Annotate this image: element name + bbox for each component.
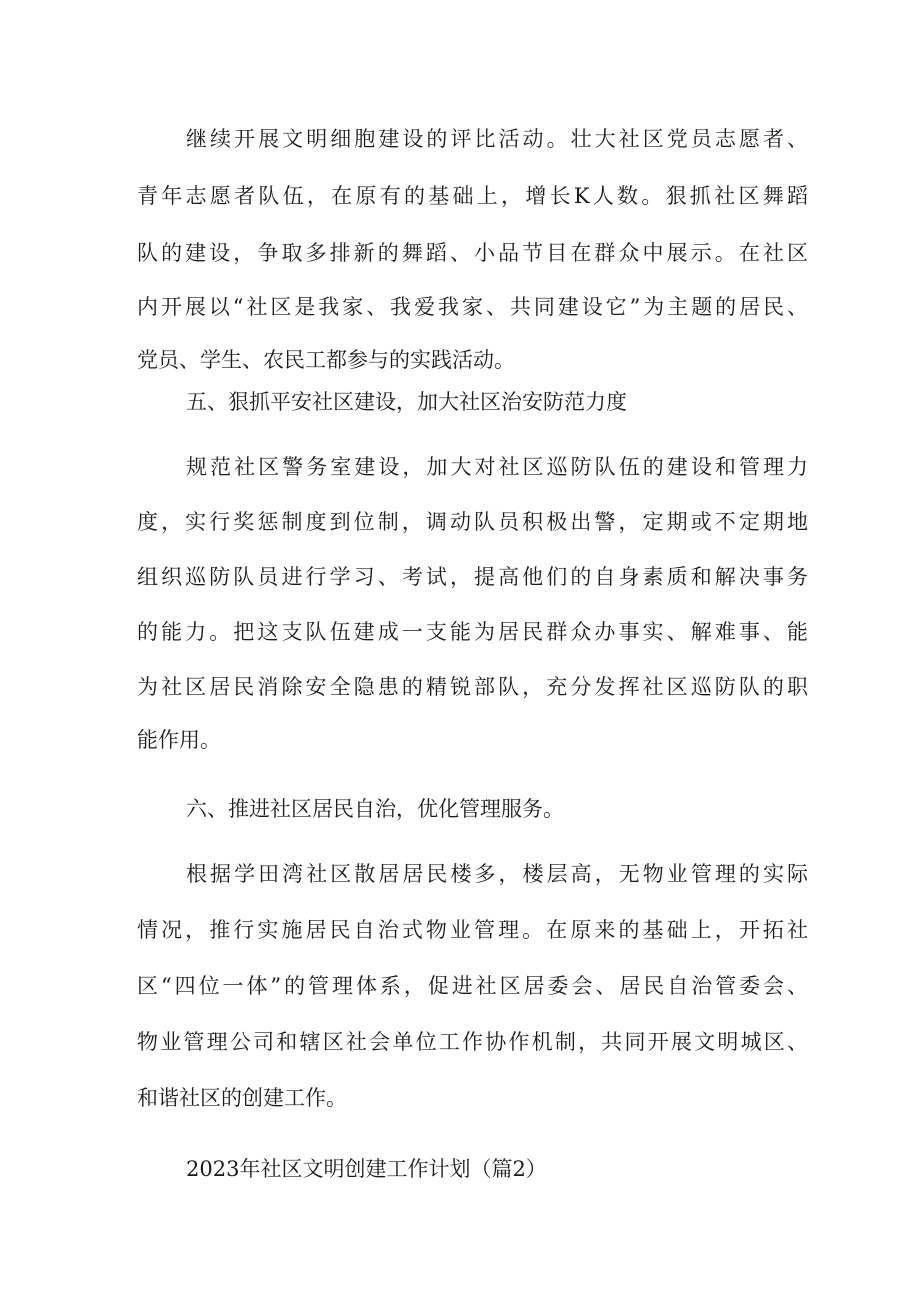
paragraph-3-line-1: 根据学田湾社区散居居民楼多，楼层高，无物业管理的实际 [186, 862, 808, 886]
paragraph-1-line-2: 青年志愿者队伍，在原有的基础上，增长K人数。狠抓社区舞蹈 [137, 184, 808, 208]
paragraph-1-line-3: 队的建设，争取多排新的舞蹈、小品节目在群众中展示。在社区 [137, 241, 808, 265]
next-section-title: 2023年社区文明创建工作计划（篇2） [186, 1157, 547, 1181]
paragraph-1-line-5: 党员、学生、农民工都参与的实践活动。 [137, 348, 515, 372]
paragraph-3-line-3: 区“四位一体”的管理体系，促进社区居委会、居民自治管委会、 [137, 974, 808, 998]
paragraph-2-line-3: 组织巡防队员进行学习、考试，提高他们的自身素质和解决事务 [137, 565, 808, 589]
paragraph-2-line-1: 规范社区警务室建设，加大对社区巡防队伍的建设和管理力 [186, 455, 808, 479]
paragraph-2-line-4: 的能力。把这支队伍建成一支能为居民群众办事实、解难事、能 [137, 620, 808, 644]
paragraph-2-line-6: 能作用。 [137, 728, 221, 752]
paragraph-3-line-4: 物业管理公司和辖区社会单位工作协作机制，共同开展文明城区、 [137, 1030, 808, 1054]
section-heading-5: 五、狠抓平安社区建设，加大社区治安防范力度 [186, 390, 627, 414]
paragraph-1-line-4: 内开展以“社区是我家、我爱我家、共同建设它”为主题的居民、 [137, 295, 808, 319]
paragraph-2-line-5: 为社区居民消除安全隐患的精锐部队，充分发挥社区巡防队的职 [137, 675, 808, 699]
paragraph-1-line-1: 继续开展文明细胞建设的评比活动。壮大社区党员志愿者、 [186, 127, 808, 151]
paragraph-2-line-2: 度，实行奖惩制度到位制，调动队员积极出警，定期或不定期地 [137, 510, 808, 534]
paragraph-3-line-5: 和谐社区的创建工作。 [137, 1086, 347, 1110]
section-heading-6: 六、推进社区居民自治，优化管理服务。 [186, 797, 564, 821]
paragraph-3-line-2: 情况，推行实施居民自治式物业管理。在原来的基础上，开拓社 [137, 918, 808, 942]
